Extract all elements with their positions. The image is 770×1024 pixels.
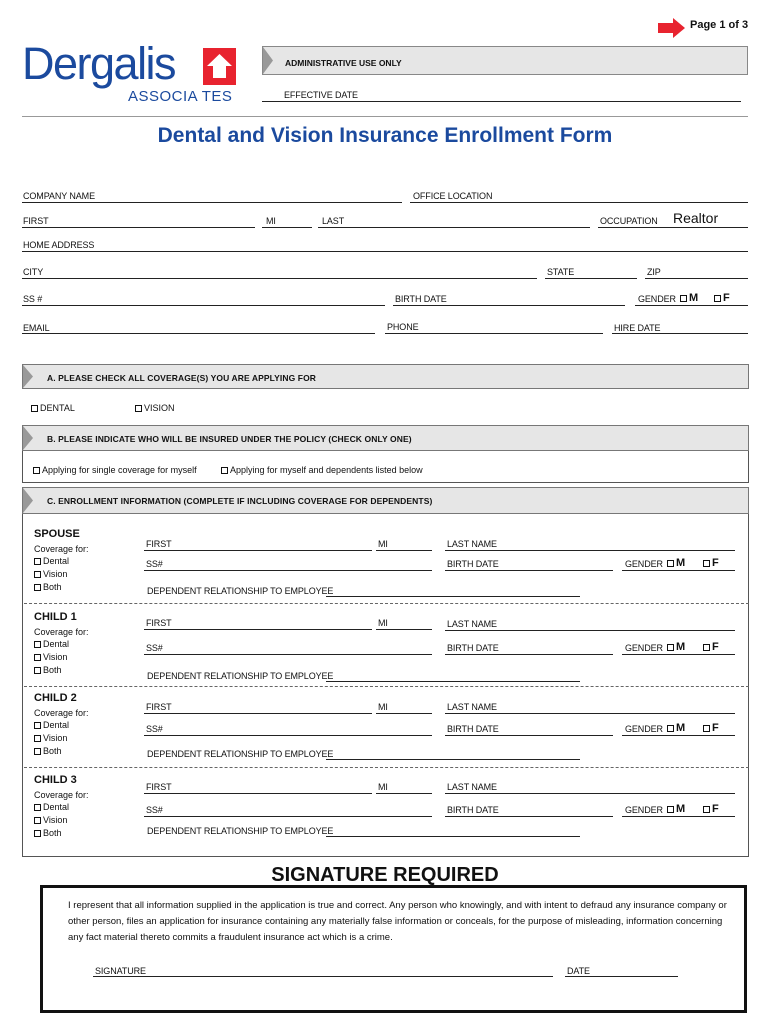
signature-label: SIGNATURE: [95, 966, 146, 976]
relationship-label: DEPENDENT RELATIONSHIP TO EMPLOYEE: [147, 671, 334, 681]
spouse-ss-field[interactable]: [144, 570, 432, 571]
checkbox-icon: [34, 654, 41, 661]
checkbox-icon: [703, 560, 710, 567]
checkbox-icon: [31, 405, 38, 412]
checkbox-icon: [703, 644, 710, 651]
vision-label: Vision: [43, 569, 68, 579]
company-name-label: COMPANY NAME: [23, 191, 95, 201]
checkbox-icon: [34, 804, 41, 811]
phone-field[interactable]: [385, 333, 603, 334]
gender-underline: [622, 816, 735, 817]
checkbox-icon: [33, 467, 40, 474]
email-field[interactable]: [22, 333, 375, 334]
checkbox-icon: [34, 830, 41, 837]
spouse-gender-m[interactable]: [667, 557, 685, 569]
child1-relationship-field[interactable]: [326, 681, 580, 682]
child1-birth-field[interactable]: [445, 654, 613, 655]
spouse-vision-checkbox[interactable]: [34, 569, 67, 579]
dependent-title: CHILD 1: [34, 611, 77, 623]
first-label: FIRST: [146, 702, 172, 712]
form-title: Dental and Vision Insurance Enrollment Form: [157, 124, 613, 147]
child2-vision-checkbox[interactable]: [34, 733, 67, 743]
zip-field[interactable]: [645, 278, 748, 279]
spouse-mi-field[interactable]: [376, 550, 432, 551]
checkbox-icon: [34, 667, 41, 674]
spouse-both-checkbox[interactable]: [34, 582, 62, 592]
header-divider: [22, 116, 748, 117]
gender-underline: [635, 305, 748, 306]
mi-label: MI: [378, 618, 388, 628]
gender-label: GENDER: [625, 643, 663, 653]
birth-date-label: BIRTH DATE: [447, 805, 499, 815]
section-arrow-icon: [23, 365, 35, 388]
child1-mi-field[interactable]: [376, 629, 432, 630]
m-label: M: [676, 803, 686, 815]
child3-birth-field[interactable]: [445, 816, 613, 817]
child3-gender-m[interactable]: [667, 803, 685, 815]
checkbox-icon: [667, 806, 674, 813]
spouse-first-field[interactable]: [144, 550, 372, 551]
both-label: Both: [43, 582, 62, 592]
last-name-label: LAST: [322, 216, 345, 226]
checkbox-icon: [34, 722, 41, 729]
dependent-title: SPOUSE: [34, 528, 80, 540]
child3-ss-field[interactable]: [144, 816, 432, 817]
last-name-field[interactable]: [318, 227, 590, 228]
checkbox-icon: [703, 806, 710, 813]
child3-mi-field[interactable]: [376, 793, 432, 794]
child2-relationship-field[interactable]: [326, 759, 580, 760]
child2-both-checkbox[interactable]: [34, 746, 62, 756]
dental-label: Dental: [43, 556, 70, 566]
checkbox-icon: [34, 735, 41, 742]
child2-mi-field[interactable]: [376, 713, 432, 714]
f-label: F: [712, 803, 719, 815]
vision-label: Vision: [43, 652, 68, 662]
gender-f-checkbox[interactable]: [714, 292, 730, 304]
both-label: Both: [43, 665, 62, 675]
dental-label: Dental: [43, 720, 70, 730]
effective-date-label: EFFECTIVE DATE: [284, 90, 358, 100]
logo-wordmark: Dergalis: [22, 38, 176, 89]
first-name-label: FIRST: [23, 216, 49, 226]
checkbox-icon: [34, 558, 41, 565]
mi-label: MI: [378, 782, 388, 792]
ss-label: SS#: [146, 559, 163, 569]
city-label: CITY: [23, 267, 44, 277]
office-location-label: OFFICE LOCATION: [413, 191, 493, 201]
spouse-relationship-field[interactable]: [326, 596, 580, 597]
checkbox-icon: [221, 467, 228, 474]
child2-last-field[interactable]: [445, 713, 735, 714]
gender-f-label: F: [723, 292, 730, 304]
child3-first-field[interactable]: [144, 793, 372, 794]
date-field[interactable]: [565, 976, 678, 977]
m-label: M: [676, 557, 686, 569]
ss-label: SS#: [146, 724, 163, 734]
checkbox-icon: [34, 817, 41, 824]
birth-date-label: BIRTH DATE: [447, 643, 499, 653]
fraud-statement: I represent that all information supplied in the application is true and correct. Any person who knowingly, and with intent to defraud any insurance company or other person, files an application for insurance containing any materially false information or conceals, for the purpose of misleading, information concerning any fact material thereto commits a fraudulent insurance act which is a crime.: [68, 900, 727, 943]
section-arrow-icon: [23, 426, 35, 450]
last-name-label: LAST NAME: [447, 702, 497, 712]
checkbox-icon: [34, 748, 41, 755]
section-c-title: C. ENROLLMENT INFORMATION (COMPLETE IF INCLUDING COVERAGE FOR DEPENDENTS): [47, 496, 433, 506]
m-label: M: [676, 641, 686, 653]
relationship-label: DEPENDENT RELATIONSHIP TO EMPLOYEE: [147, 749, 334, 759]
logo-subtitle: ASSOCIA TES: [128, 88, 233, 105]
f-label: F: [712, 641, 719, 653]
zip-label: ZIP: [647, 267, 661, 277]
section-b-title: B. PLEASE INDICATE WHO WILL BE INSURED UNDER THE POLICY (CHECK ONLY ONE): [47, 434, 412, 444]
checkbox-icon: [667, 644, 674, 651]
checkbox-icon: [714, 295, 721, 302]
gender-label: GENDER: [625, 559, 663, 569]
effective-date-field[interactable]: [262, 101, 741, 102]
dental-label: DENTAL: [40, 403, 75, 413]
hire-date-label: HIRE DATE: [614, 323, 661, 333]
email-label: EMAIL: [23, 323, 50, 333]
checkbox-icon: [34, 571, 41, 578]
family-coverage-checkbox[interactable]: [221, 465, 423, 475]
f-label: F: [712, 557, 719, 569]
relationship-label: DEPENDENT RELATIONSHIP TO EMPLOYEE: [147, 826, 334, 836]
spouse-last-field[interactable]: [445, 550, 735, 551]
relationship-label: DEPENDENT RELATIONSHIP TO EMPLOYEE: [147, 586, 334, 596]
coverage-for-label: Coverage for:: [34, 544, 89, 554]
hire-date-field[interactable]: [612, 333, 748, 334]
gender-m-checkbox[interactable]: [680, 292, 698, 304]
coverage-for-label: Coverage for:: [34, 790, 89, 800]
city-field[interactable]: [22, 278, 537, 279]
home-address-field[interactable]: [22, 251, 748, 252]
admin-arrow-icon: [263, 47, 275, 74]
ss-label: SS #: [23, 294, 43, 304]
dependent-divider: [24, 603, 749, 604]
gender-underline: [622, 654, 735, 655]
child1-vision-checkbox[interactable]: [34, 652, 67, 662]
birth-date-field[interactable]: [393, 305, 625, 306]
dependent-title: CHILD 3: [34, 774, 77, 786]
checkbox-icon: [667, 725, 674, 732]
checkbox-icon: [135, 405, 142, 412]
both-label: Both: [43, 828, 62, 838]
single-coverage-checkbox[interactable]: [33, 465, 197, 475]
dependent-title: CHILD 2: [34, 692, 77, 704]
gender-underline: [622, 735, 735, 736]
first-label: FIRST: [146, 539, 172, 549]
phone-label: PHONE: [387, 322, 419, 332]
ss-label: SS#: [146, 805, 163, 815]
child1-first-field[interactable]: [144, 629, 372, 630]
child3-last-field[interactable]: [445, 793, 735, 794]
mi-label: MI: [378, 702, 388, 712]
dental-label: Dental: [43, 802, 70, 812]
page-arrow-icon: [658, 18, 686, 38]
page-indicator: Page 1 of 3: [690, 19, 749, 31]
child2-ss-field[interactable]: [144, 735, 432, 736]
coverage-for-label: Coverage for:: [34, 627, 89, 637]
home-address-label: HOME ADDRESS: [23, 240, 95, 250]
single-coverage-label: Applying for single coverage for myself: [42, 465, 197, 475]
child3-dental-checkbox[interactable]: [34, 802, 69, 812]
checkbox-icon: [667, 560, 674, 567]
admin-use-title: ADMINISTRATIVE USE ONLY: [285, 58, 402, 68]
f-label: F: [712, 722, 719, 734]
office-location-field[interactable]: [410, 202, 748, 203]
m-label: M: [676, 722, 686, 734]
date-label: DATE: [567, 966, 590, 976]
occupation-value[interactable]: Realtor: [673, 210, 719, 226]
occupation-label: OCCUPATION: [600, 216, 658, 226]
mi-label: MI: [266, 216, 276, 226]
occupation-field: [598, 227, 748, 228]
child3-both-checkbox[interactable]: [34, 828, 62, 838]
section-arrow-icon: [23, 488, 35, 513]
child3-relationship-field[interactable]: [326, 836, 580, 837]
child2-gender-f[interactable]: [703, 722, 719, 734]
signature-required-title: SIGNATURE REQUIRED: [271, 864, 499, 886]
child1-gender-m[interactable]: [667, 641, 685, 653]
child3-vision-checkbox[interactable]: [34, 815, 67, 825]
house-icon: [203, 48, 236, 85]
child1-dental-checkbox[interactable]: [34, 639, 69, 649]
birth-date-label: BIRTH DATE: [447, 724, 499, 734]
child1-both-checkbox[interactable]: [34, 665, 62, 675]
child1-last-field[interactable]: [445, 630, 735, 631]
mi-label: MI: [378, 539, 388, 549]
vision-label: Vision: [43, 815, 68, 825]
gender-label: GENDER: [638, 294, 676, 304]
birth-date-label: BIRTH DATE: [447, 559, 499, 569]
dental-checkbox[interactable]: [31, 403, 75, 413]
spouse-gender-f[interactable]: [703, 557, 719, 569]
child3-gender-f[interactable]: [703, 803, 719, 815]
mi-field[interactable]: [262, 227, 312, 228]
dependent-divider: [24, 767, 749, 768]
checkbox-icon: [703, 725, 710, 732]
child2-birth-field[interactable]: [445, 735, 613, 736]
both-label: Both: [43, 746, 62, 756]
last-name-label: LAST NAME: [447, 619, 497, 629]
first-label: FIRST: [146, 782, 172, 792]
child2-gender-m[interactable]: [667, 722, 685, 734]
spouse-birth-field[interactable]: [445, 570, 613, 571]
birth-date-label: BIRTH DATE: [395, 294, 447, 304]
family-coverage-label: Applying for myself and dependents listed below: [230, 465, 423, 475]
gender-underline: [622, 570, 735, 571]
vision-label: VISION: [144, 403, 175, 413]
last-name-label: LAST NAME: [447, 539, 497, 549]
last-name-label: LAST NAME: [447, 782, 497, 792]
company-name-field[interactable]: [22, 202, 402, 203]
vision-checkbox[interactable]: [135, 403, 175, 413]
checkbox-icon: [680, 295, 687, 302]
child2-dental-checkbox[interactable]: [34, 720, 69, 730]
gender-label: GENDER: [625, 805, 663, 815]
ss-label: SS#: [146, 643, 163, 653]
child2-first-field[interactable]: [144, 713, 372, 714]
coverage-for-label: Coverage for:: [34, 708, 89, 718]
child1-gender-f[interactable]: [703, 641, 719, 653]
ss-field[interactable]: [22, 305, 385, 306]
checkbox-icon: [34, 641, 41, 648]
gender-m-label: M: [689, 292, 699, 304]
state-label: STATE: [547, 267, 575, 277]
state-field[interactable]: [545, 278, 637, 279]
signature-field[interactable]: [93, 976, 553, 977]
dental-label: Dental: [43, 639, 70, 649]
checkbox-icon: [34, 584, 41, 591]
dependent-divider: [24, 686, 749, 687]
vision-label: Vision: [43, 733, 68, 743]
spouse-dental-checkbox[interactable]: [34, 556, 69, 566]
section-a-title: A. PLEASE CHECK ALL COVERAGE(S) YOU ARE APPLYING FOR: [47, 373, 317, 383]
child1-ss-field[interactable]: [144, 654, 432, 655]
first-name-field[interactable]: [22, 227, 255, 228]
first-label: FIRST: [146, 618, 172, 628]
gender-label: GENDER: [625, 724, 663, 734]
